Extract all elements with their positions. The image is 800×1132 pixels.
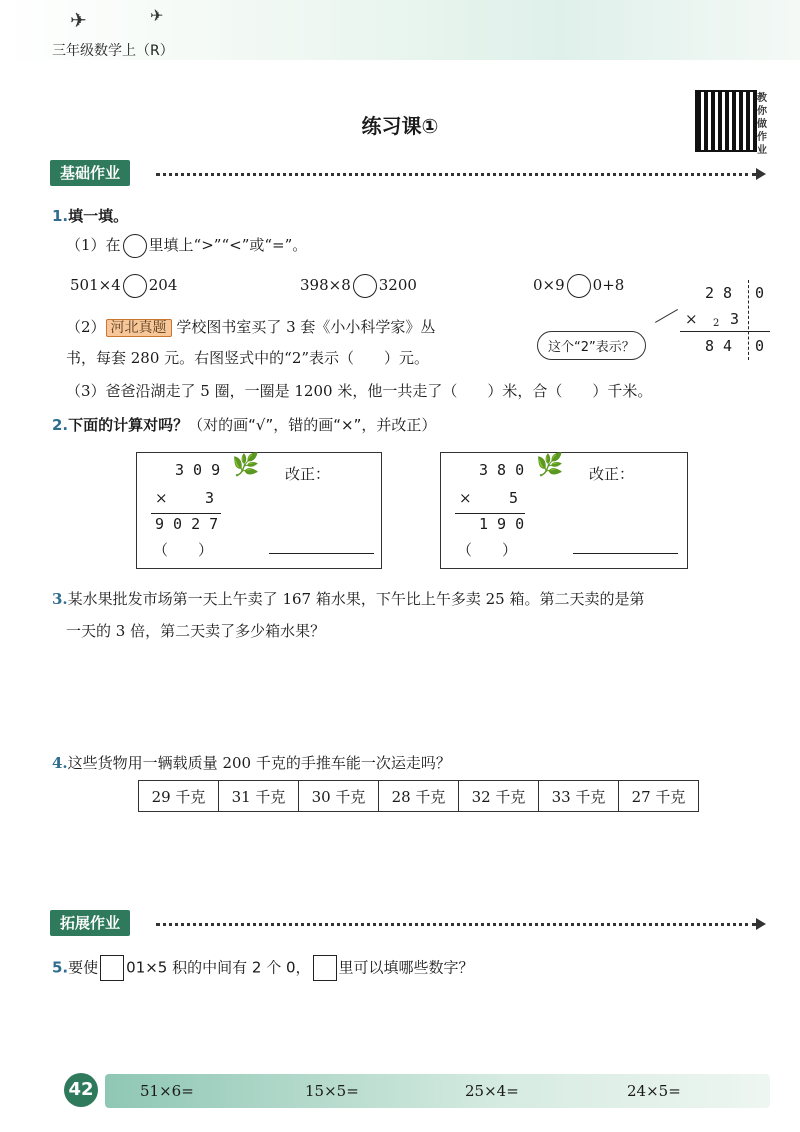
box-b-answer[interactable]: （ ） bbox=[457, 541, 518, 559]
compare-1: 501×4 204 bbox=[70, 274, 177, 298]
box-a-correct-label: 改正： bbox=[285, 465, 331, 483]
answer-box[interactable] bbox=[100, 955, 124, 981]
question-5: 5.要使 01×5 积的中间有 2 个 0， 里可以填哪些数字？ bbox=[52, 955, 474, 981]
table-row bbox=[139, 781, 699, 812]
mental-math-3: 25×4= bbox=[465, 1082, 519, 1100]
willow-bird-icon: 🌿 bbox=[536, 453, 564, 478]
divider bbox=[156, 923, 756, 926]
weights-table bbox=[138, 780, 699, 812]
question-3-line1: 3.某水果批发市场第一天上午卖了 167 箱水果，下午比上午多卖 25 箱。第二天卖的是第 bbox=[52, 590, 645, 608]
times-sign: × bbox=[685, 310, 698, 328]
dashed-divider bbox=[748, 280, 749, 360]
section-basic-tag: 基础作业 bbox=[50, 160, 130, 186]
swallow-icon: ✈ bbox=[150, 6, 164, 25]
box-a-op: × bbox=[155, 489, 168, 507]
section-extend-tag: 拓展作业 bbox=[50, 910, 130, 936]
box-a-result: 9 0 2 7 bbox=[155, 515, 219, 533]
box-a-top: 3 0 9 bbox=[175, 461, 221, 479]
mental-math-4: 24×5= bbox=[627, 1082, 681, 1100]
box-a-line bbox=[151, 513, 221, 514]
mental-math-1: 51×6= bbox=[140, 1082, 194, 1100]
arrow-right-icon bbox=[756, 168, 766, 180]
vertical-row1: 2 8 bbox=[705, 284, 733, 302]
q1-part1: （1）在 里填上“>”“<”或“=”。 bbox=[66, 234, 307, 258]
q1-part2-line1: （2） 河北真题 学校图书室买了 3 套《小小科学家》丛 bbox=[66, 318, 436, 336]
question-2-title: 2.下面的计算对吗？（对的画“√”，错的画“×”，并改正） bbox=[52, 416, 437, 434]
vertical-line bbox=[680, 331, 770, 332]
check-box-b bbox=[440, 452, 688, 569]
carry-digit: 2 bbox=[713, 318, 720, 329]
arrow-right-icon bbox=[756, 918, 766, 930]
vertical-row3: 8 4 bbox=[705, 337, 733, 355]
answer-box[interactable] bbox=[313, 955, 337, 981]
page-title: 练习课① bbox=[361, 114, 439, 138]
willow-bird-icon: 🌿 bbox=[232, 453, 260, 478]
answer-circle[interactable] bbox=[353, 274, 377, 298]
box-b-op: × bbox=[459, 489, 472, 507]
qr-code-icon[interactable] bbox=[695, 90, 757, 152]
question-4-title: 4.这些货物用一辆载质量 200 千克的手推车能一次运走吗？ bbox=[52, 754, 451, 772]
table-cell: 30 千克 bbox=[299, 781, 379, 812]
question-3-line2: 一天的 3 倍，第二天卖了多少箱水果？ bbox=[66, 622, 326, 640]
table-cell: 27 千克 bbox=[619, 781, 699, 812]
table-cell: 28 千克 bbox=[379, 781, 459, 812]
bubble-pointer bbox=[655, 309, 686, 337]
table-cell: 31 千克 bbox=[219, 781, 299, 812]
box-b-line bbox=[455, 513, 525, 514]
swallow-icon: ✈ bbox=[70, 8, 87, 32]
table-cell: 32 千克 bbox=[459, 781, 539, 812]
table-cell: 33 千克 bbox=[539, 781, 619, 812]
answer-circle[interactable] bbox=[567, 274, 591, 298]
vertical-row3-zero: 0 bbox=[755, 337, 765, 355]
book-label: 三年级数学上（R） bbox=[52, 43, 174, 59]
check-box-a bbox=[136, 452, 382, 569]
box-b-top: 3 8 0 bbox=[479, 461, 525, 479]
box-b-mul: 5 bbox=[509, 489, 519, 507]
divider bbox=[156, 173, 756, 176]
compare-2: 398×8 3200 bbox=[300, 274, 417, 298]
q1-part3: （3）爸爸沿湖走了 5 圈，一圈是 1200 米，他一共走了（ ）米，合（ ）千米。 bbox=[66, 382, 653, 400]
answer-circle[interactable] bbox=[123, 234, 147, 258]
q1-part2-line2: 书，每套 280 元。右图竖式中的“2”表示（ ）元。 bbox=[66, 349, 430, 367]
vertical-row2: 3 bbox=[730, 310, 740, 328]
vertical-row1-zero: 0 bbox=[755, 284, 765, 302]
box-a-answer[interactable]: （ ） bbox=[153, 541, 214, 559]
answer-circle[interactable] bbox=[123, 274, 147, 298]
box-b-result: 1 9 0 bbox=[479, 515, 525, 533]
qr-caption: 教你做作业 bbox=[757, 93, 767, 156]
box-b-correct-label: 改正： bbox=[589, 465, 635, 483]
box-a-mul: 3 bbox=[205, 489, 215, 507]
compare-3: 0×9 0+8 bbox=[533, 274, 624, 298]
mental-math-2: 15×5= bbox=[305, 1082, 359, 1100]
page-number: 42 bbox=[64, 1073, 98, 1107]
question-1-title: 1.填一填。 bbox=[52, 207, 129, 225]
table-cell: 29 千克 bbox=[139, 781, 219, 812]
box-a-correct-line[interactable] bbox=[269, 553, 374, 554]
box-b-correct-line[interactable] bbox=[573, 553, 678, 554]
source-badge: 河北真题 bbox=[106, 319, 172, 337]
hint-bubble: 这个“2”表示？ bbox=[537, 331, 646, 360]
